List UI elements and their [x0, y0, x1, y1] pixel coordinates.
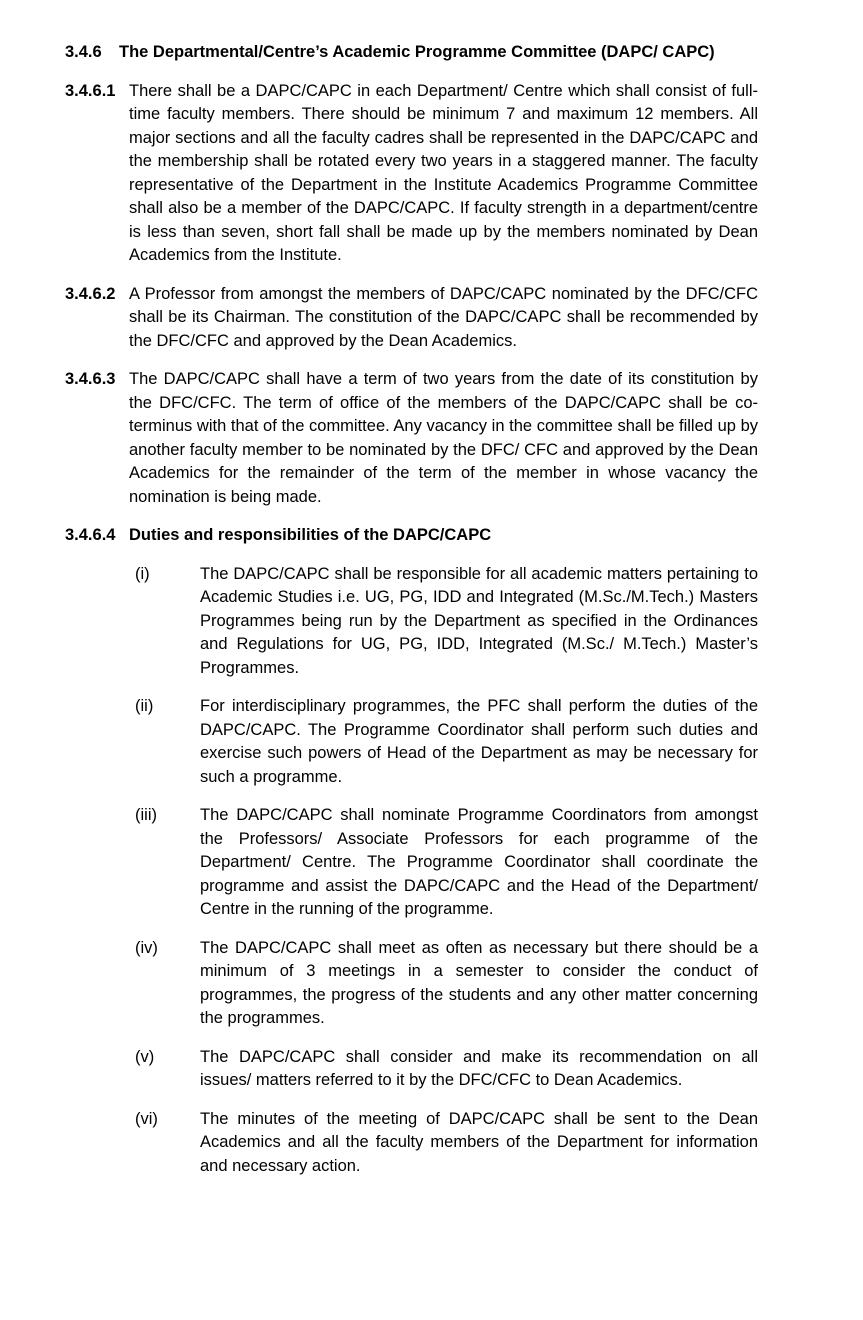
list-item	[135, 804, 758, 922]
section-paragraph: A Professor from amongst the members of DAPC/CAPC nominated by the DFC/CFC shall be its Chairman. The constitution of the DAPC/CAPC shall be recommended by the DFC/CFC and approved by the Dean Academics.	[129, 284, 758, 350]
list-item-marker: (iii)	[135, 806, 157, 824]
section-number: 3.4.6.3	[65, 370, 116, 388]
section-number: 3.4.6	[65, 43, 102, 61]
list-item-marker: (i)	[135, 564, 150, 583]
section-number: 3.4.6.4	[65, 526, 116, 544]
list-item-text: The DAPC/CAPC shall meet as often as necessary but there should be a minimum of 3 meetings in a semester to consider the conduct of programmes, the progress of the students and any other matter concerning the programmes.	[200, 938, 758, 1027]
section-3-4-6-2	[65, 283, 758, 354]
list-item	[135, 563, 758, 681]
list-item	[135, 695, 758, 789]
list-item	[135, 1046, 758, 1093]
section-heading: The Departmental/Centre’s Academic Programme Committee (DAPC/ CAPC)	[119, 43, 715, 61]
list-item-marker: (ii)	[135, 697, 154, 715]
section-3-4-6	[65, 41, 758, 65]
list-item	[135, 1108, 758, 1179]
section-number: 3.4.6.2	[65, 284, 116, 303]
list-item-text: The DAPC/CAPC shall be responsible for all academic matters pertaining to Academic Studies i.e. UG, PG, IDD and Integrated (M.Sc./M.Tech.) Masters Programmes being run by the Department as specified in the Ordinances and Regulations for UG, PG, IDD, Integrated (M.Sc./ M.Tech.) Master’s Programmes.	[200, 564, 758, 677]
list-item-marker: (iv)	[135, 938, 158, 957]
section-paragraph: There shall be a DAPC/CAPC in each Department/ Centre which shall consist of full-time faculty members. There should be minimum 7 and maximum 12 members. All major sections and all the faculty cadres shall be represented in the DAPC/CAPC and the membership shall be rotated every two years in a staggered manner. The faculty representative of the Department in the Institute Academics Programme Committee shall also be a member of the DAPC/CAPC. If faculty strength in a department/centre is less than seven, short fall shall be made up by the members nominated by Dean Academics from the Institute.	[129, 81, 758, 264]
list-item-text: The minutes of the meeting of DAPC/CAPC shall be sent to the Dean Academics and all the faculty members of the Department for information and necessary action.	[200, 1109, 758, 1175]
list-item-text: The DAPC/CAPC shall consider and make its recommendation on all issues/ matters referred to it by the DFC/CFC to Dean Academics.	[200, 1047, 758, 1089]
list-item-marker: (vi)	[135, 1109, 158, 1128]
section-3-4-6-3	[65, 368, 758, 509]
section-3-4-6-1	[65, 80, 758, 268]
list-item-text: The DAPC/CAPC shall nominate Programme Coordinators from amongst the Professors/ Associate Professors for each programme of the Department/ Centre. The Programme Coordinator shall coordinate the programme and assist the DAPC/CAPC and the Head of the Department/ Centre in the running of the programme.	[200, 806, 758, 918]
list-item-marker: (v)	[135, 1047, 155, 1066]
list-item-text: For interdisciplinary programmes, the PFC shall perform the duties of the DAPC/CAPC. The Programme Coordinator shall perform such duties and exercise such powers of Head of the Department as may be necessary for such a programme.	[200, 697, 758, 786]
list-item	[135, 937, 758, 1031]
section-paragraph: The DAPC/CAPC shall have a term of two years from the date of its constitution by the DFC/CFC. The term of office of the members of the DAPC/CAPC shall be co-terminus with that of the committee. Any vacancy in the committee shall be filled up by another faculty member to be nominated by the DFC/ CFC and approved by the Dean Academics for the remainder of the term of the member in whose vacancy the nomination is being made.	[129, 370, 758, 506]
section-3-4-6-4	[65, 524, 758, 548]
section-number: 3.4.6.1	[65, 81, 116, 100]
section-heading: Duties and responsibilities of the DAPC/CAPC	[129, 526, 492, 544]
duties-list	[135, 563, 758, 1179]
